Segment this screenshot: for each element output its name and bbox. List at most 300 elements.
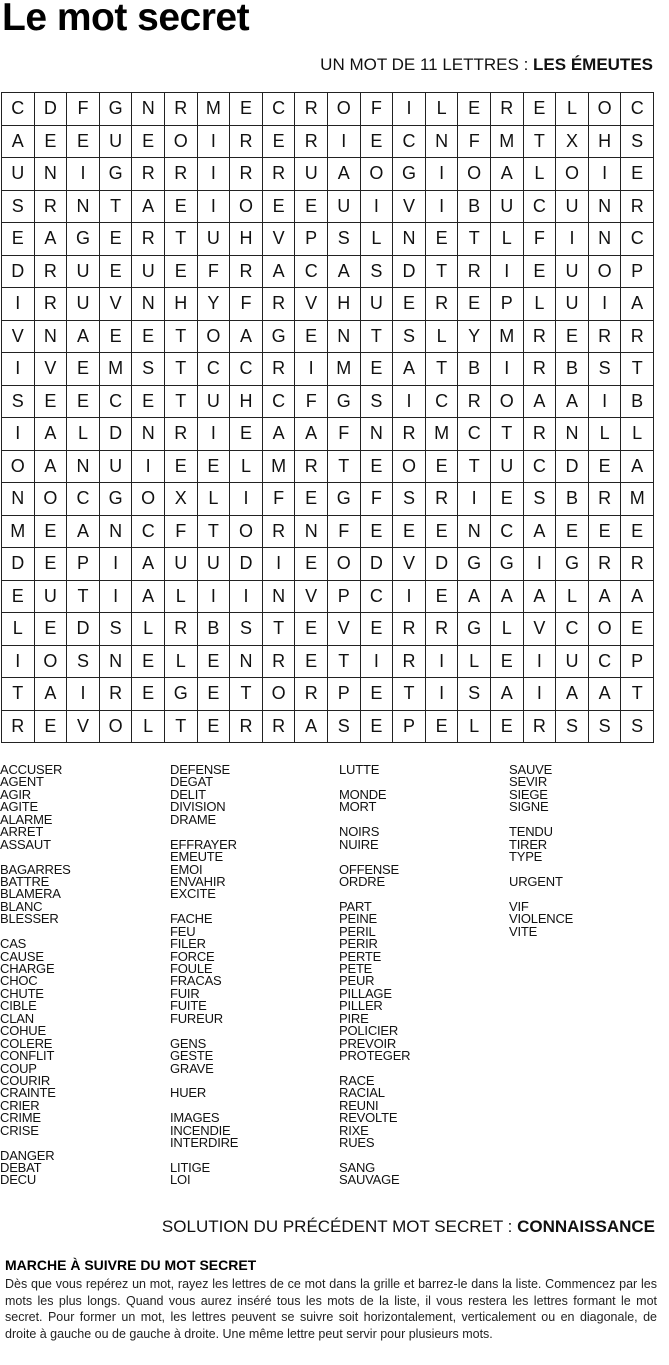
grid-cell[interactable]: R xyxy=(165,158,198,191)
word-list-item[interactable]: CHOC xyxy=(0,973,38,989)
grid-cell[interactable]: B xyxy=(621,386,654,419)
word-list-item[interactable]: ASSAUT xyxy=(0,836,51,852)
grid-cell[interactable]: E xyxy=(198,711,231,744)
grid-cell[interactable]: C xyxy=(295,256,328,289)
grid-cell[interactable]: T xyxy=(165,223,198,256)
grid-cell[interactable]: D xyxy=(67,613,100,646)
grid-cell[interactable]: I xyxy=(426,678,459,711)
grid-cell[interactable]: O xyxy=(328,548,361,581)
grid-cell[interactable]: D xyxy=(426,548,459,581)
grid-cell[interactable]: L xyxy=(491,223,524,256)
grid-cell[interactable]: L xyxy=(132,613,165,646)
grid-cell[interactable]: O xyxy=(35,483,68,516)
grid-cell[interactable]: N xyxy=(589,223,622,256)
grid-cell[interactable]: I xyxy=(361,191,394,224)
grid-cell[interactable]: I xyxy=(295,353,328,386)
grid-cell[interactable]: U xyxy=(198,386,231,419)
grid-cell[interactable]: V xyxy=(67,711,100,744)
grid-cell[interactable]: U xyxy=(328,191,361,224)
grid-cell[interactable]: G xyxy=(165,678,198,711)
grid-cell[interactable]: E xyxy=(458,288,491,321)
grid-cell[interactable]: E xyxy=(67,353,100,386)
grid-cell[interactable]: P xyxy=(621,646,654,679)
grid-cell[interactable]: O xyxy=(263,678,296,711)
grid-cell[interactable]: R xyxy=(263,516,296,549)
word-list-item[interactable]: CIBLE xyxy=(0,998,37,1014)
grid-cell[interactable]: E xyxy=(165,451,198,484)
word-list-item[interactable]: LUTTE xyxy=(339,762,380,777)
grid-cell[interactable]: E xyxy=(621,158,654,191)
grid-cell[interactable]: I xyxy=(556,223,589,256)
grid-cell[interactable]: I xyxy=(198,191,231,224)
grid-cell[interactable]: O xyxy=(393,451,426,484)
grid-cell[interactable]: R xyxy=(426,613,459,646)
grid-cell[interactable]: I xyxy=(426,158,459,191)
grid-cell[interactable]: G xyxy=(100,483,133,516)
grid-cell[interactable]: I xyxy=(393,581,426,614)
grid-cell[interactable]: A xyxy=(556,678,589,711)
grid-cell[interactable]: T xyxy=(621,353,654,386)
grid-cell[interactable]: T xyxy=(165,711,198,744)
grid-cell[interactable]: V xyxy=(295,288,328,321)
grid-cell[interactable]: D xyxy=(393,256,426,289)
grid-cell[interactable]: I xyxy=(100,548,133,581)
word-list-item[interactable]: SAUVE xyxy=(509,762,553,777)
grid-cell[interactable]: A xyxy=(35,223,68,256)
grid-cell[interactable]: E xyxy=(491,483,524,516)
grid-cell[interactable]: A xyxy=(132,548,165,581)
grid-cell[interactable]: V xyxy=(295,581,328,614)
grid-cell[interactable]: L xyxy=(426,93,459,126)
grid-cell[interactable]: M xyxy=(100,353,133,386)
grid-cell[interactable]: O xyxy=(165,126,198,159)
grid-cell[interactable]: A xyxy=(589,581,622,614)
grid-cell[interactable]: I xyxy=(491,256,524,289)
word-list-item[interactable]: TENDU xyxy=(509,824,553,840)
grid-cell[interactable]: T xyxy=(165,386,198,419)
word-list-item[interactable]: DEBAT xyxy=(0,1160,42,1175)
grid-cell[interactable]: A xyxy=(132,191,165,224)
grid-cell[interactable]: F xyxy=(230,288,263,321)
grid-cell[interactable]: E xyxy=(2,581,35,614)
word-list-item[interactable]: ACCUSER xyxy=(0,762,63,777)
grid-cell[interactable]: D xyxy=(230,548,263,581)
grid-cell[interactable]: O xyxy=(100,711,133,744)
word-list-item[interactable]: PERIL xyxy=(339,923,376,939)
grid-cell[interactable]: E xyxy=(426,516,459,549)
grid-cell[interactable]: R xyxy=(491,93,524,126)
grid-cell[interactable]: M xyxy=(263,451,296,484)
grid-cell[interactable]: E xyxy=(361,353,394,386)
grid-cell[interactable]: P xyxy=(295,223,328,256)
grid-cell[interactable]: M xyxy=(621,483,654,516)
grid-cell[interactable]: O xyxy=(198,321,231,354)
grid-cell[interactable]: F xyxy=(524,223,557,256)
grid-cell[interactable]: R xyxy=(458,256,491,289)
grid-cell[interactable]: I xyxy=(198,581,231,614)
word-list-item[interactable]: MONDE xyxy=(339,786,387,802)
grid-cell[interactable]: R xyxy=(589,321,622,354)
grid-cell[interactable]: E xyxy=(198,678,231,711)
grid-cell[interactable]: E xyxy=(458,93,491,126)
grid-cell[interactable]: S xyxy=(621,711,654,744)
grid-cell[interactable]: R xyxy=(132,223,165,256)
grid-cell[interactable]: I xyxy=(589,288,622,321)
grid-cell[interactable]: I xyxy=(230,581,263,614)
grid-cell[interactable]: A xyxy=(328,256,361,289)
grid-cell[interactable]: A xyxy=(263,256,296,289)
grid-cell[interactable]: F xyxy=(165,516,198,549)
grid-cell[interactable]: U xyxy=(491,451,524,484)
grid-cell[interactable]: R xyxy=(393,613,426,646)
grid-cell[interactable]: O xyxy=(230,516,263,549)
word-list-item[interactable]: TYPE xyxy=(509,849,543,865)
grid-cell[interactable]: R xyxy=(524,353,557,386)
grid-cell[interactable]: S xyxy=(524,483,557,516)
grid-cell[interactable]: N xyxy=(100,516,133,549)
grid-cell[interactable]: C xyxy=(621,93,654,126)
grid-cell[interactable]: E xyxy=(426,223,459,256)
word-list-item[interactable]: FACHE xyxy=(170,911,213,927)
word-list-item[interactable]: COUP xyxy=(0,1060,37,1076)
grid-cell[interactable]: P xyxy=(621,256,654,289)
grid-cell[interactable]: R xyxy=(132,158,165,191)
grid-cell[interactable]: A xyxy=(621,451,654,484)
grid-cell[interactable]: F xyxy=(328,516,361,549)
grid-cell[interactable]: U xyxy=(556,256,589,289)
grid-cell[interactable]: C xyxy=(589,646,622,679)
grid-cell[interactable]: E xyxy=(491,711,524,744)
grid-cell[interactable]: N xyxy=(35,321,68,354)
grid-cell[interactable]: E xyxy=(556,516,589,549)
grid-cell[interactable]: N xyxy=(67,191,100,224)
word-list-item[interactable]: RACIAL xyxy=(339,1085,385,1101)
grid-cell[interactable]: N xyxy=(328,321,361,354)
grid-cell[interactable]: S xyxy=(556,711,589,744)
grid-cell[interactable]: V xyxy=(263,223,296,256)
grid-cell[interactable]: L xyxy=(426,321,459,354)
grid-cell[interactable]: M xyxy=(2,516,35,549)
grid-cell[interactable]: N xyxy=(67,451,100,484)
word-list-item[interactable]: OFFENSE xyxy=(339,861,399,877)
grid-cell[interactable]: F xyxy=(328,418,361,451)
grid-cell[interactable]: A xyxy=(393,353,426,386)
grid-cell[interactable]: T xyxy=(165,321,198,354)
grid-cell[interactable]: E xyxy=(35,711,68,744)
grid-cell[interactable]: S xyxy=(393,321,426,354)
grid-cell[interactable]: T xyxy=(524,126,557,159)
grid-cell[interactable]: E xyxy=(263,126,296,159)
grid-cell[interactable]: E xyxy=(35,126,68,159)
grid-cell[interactable]: T xyxy=(426,256,459,289)
grid-cell[interactable]: L xyxy=(198,483,231,516)
grid-cell[interactable]: N xyxy=(263,581,296,614)
grid-cell[interactable]: E xyxy=(132,646,165,679)
word-list-item[interactable]: GESTE xyxy=(170,1048,214,1064)
grid-cell[interactable]: T xyxy=(621,678,654,711)
grid-cell[interactable]: R xyxy=(295,93,328,126)
grid-cell[interactable]: P xyxy=(328,581,361,614)
grid-cell[interactable]: E xyxy=(491,646,524,679)
word-list-item[interactable]: BLESSER xyxy=(0,911,59,927)
word-list-item[interactable]: FORCE xyxy=(170,948,215,964)
word-list-item[interactable]: PILLAGE xyxy=(339,985,392,1001)
grid-cell[interactable]: G xyxy=(328,386,361,419)
word-list-item[interactable]: DECU xyxy=(0,1172,37,1188)
grid-cell[interactable]: A xyxy=(67,321,100,354)
grid-cell[interactable]: E xyxy=(295,613,328,646)
grid-cell[interactable]: F xyxy=(361,483,394,516)
word-list-item[interactable]: RACE xyxy=(339,1072,375,1088)
grid-cell[interactable]: E xyxy=(589,516,622,549)
grid-cell[interactable]: I xyxy=(2,418,35,451)
grid-cell[interactable]: A xyxy=(524,516,557,549)
grid-cell[interactable]: L xyxy=(491,613,524,646)
grid-cell[interactable]: E xyxy=(67,386,100,419)
grid-cell[interactable]: F xyxy=(295,386,328,419)
grid-cell[interactable]: S xyxy=(361,256,394,289)
grid-cell[interactable]: R xyxy=(230,158,263,191)
grid-cell[interactable]: E xyxy=(524,256,557,289)
word-list-item[interactable]: CHARGE xyxy=(0,961,55,976)
word-list-item[interactable]: COURIR xyxy=(0,1072,51,1088)
word-list-item[interactable]: CRIME xyxy=(0,1110,41,1126)
grid-cell[interactable]: G xyxy=(393,158,426,191)
word-list-item[interactable]: LITIGE xyxy=(170,1160,210,1175)
grid-cell[interactable]: I xyxy=(198,126,231,159)
grid-cell[interactable]: I xyxy=(458,483,491,516)
grid-cell[interactable]: C xyxy=(361,581,394,614)
grid-cell[interactable]: T xyxy=(393,678,426,711)
word-list-item[interactable]: SEVIR xyxy=(509,774,548,790)
grid-cell[interactable]: O xyxy=(589,613,622,646)
word-list-item[interactable]: REVOLTE xyxy=(339,1110,398,1126)
word-list-item[interactable]: BLANC xyxy=(0,898,43,914)
grid-cell[interactable]: N xyxy=(132,93,165,126)
grid-cell[interactable]: T xyxy=(230,678,263,711)
grid-cell[interactable]: P xyxy=(491,288,524,321)
grid-cell[interactable]: S xyxy=(67,646,100,679)
grid-cell[interactable]: L xyxy=(524,158,557,191)
grid-cell[interactable]: V xyxy=(2,321,35,354)
grid-cell[interactable]: A xyxy=(230,321,263,354)
grid-cell[interactable]: E xyxy=(295,483,328,516)
grid-cell[interactable]: A xyxy=(35,451,68,484)
grid-cell[interactable]: R xyxy=(263,353,296,386)
grid-cell[interactable]: G xyxy=(328,483,361,516)
grid-cell[interactable]: S xyxy=(361,386,394,419)
grid-cell[interactable]: H xyxy=(328,288,361,321)
grid-cell[interactable]: R xyxy=(263,158,296,191)
grid-cell[interactable]: U xyxy=(35,581,68,614)
word-list-item[interactable]: AGITE xyxy=(0,799,39,815)
grid-cell[interactable]: V xyxy=(100,288,133,321)
word-list-item[interactable]: BAGARRES xyxy=(0,861,71,877)
grid-cell[interactable]: R xyxy=(2,711,35,744)
grid-cell[interactable]: O xyxy=(230,191,263,224)
grid-cell[interactable]: O xyxy=(2,451,35,484)
grid-cell[interactable]: G xyxy=(458,548,491,581)
grid-cell[interactable]: U xyxy=(132,256,165,289)
grid-cell[interactable]: R xyxy=(589,548,622,581)
grid-cell[interactable]: R xyxy=(393,418,426,451)
grid-cell[interactable]: E xyxy=(361,516,394,549)
grid-cell[interactable]: S xyxy=(589,711,622,744)
grid-cell[interactable]: M xyxy=(491,126,524,159)
grid-cell[interactable]: E xyxy=(589,451,622,484)
grid-cell[interactable]: C xyxy=(491,516,524,549)
grid-cell[interactable]: A xyxy=(589,678,622,711)
grid-cell[interactable]: R xyxy=(230,711,263,744)
word-list-item[interactable]: PETE xyxy=(339,961,373,976)
grid-cell[interactable]: N xyxy=(230,646,263,679)
grid-cell[interactable]: E xyxy=(361,711,394,744)
grid-cell[interactable]: C xyxy=(426,386,459,419)
word-list-item[interactable]: ARRET xyxy=(0,824,44,840)
word-list-item[interactable]: VIF xyxy=(509,898,529,914)
grid-cell[interactable]: D xyxy=(2,548,35,581)
grid-cell[interactable]: E xyxy=(100,223,133,256)
grid-cell[interactable]: V xyxy=(393,548,426,581)
word-list-item[interactable]: NOIRS xyxy=(339,824,380,840)
word-list-item[interactable]: PEUR xyxy=(339,973,375,989)
grid-cell[interactable]: L xyxy=(458,646,491,679)
word-list-item[interactable]: MORT xyxy=(339,799,377,815)
word-list-item[interactable]: RIXE xyxy=(339,1122,369,1138)
word-list-item[interactable]: FUITE xyxy=(170,998,207,1014)
grid-cell[interactable]: R xyxy=(230,126,263,159)
grid-cell[interactable]: E xyxy=(132,678,165,711)
grid-cell[interactable]: L xyxy=(67,418,100,451)
grid-cell[interactable]: I xyxy=(2,353,35,386)
grid-cell[interactable]: X xyxy=(556,126,589,159)
grid-cell[interactable]: P xyxy=(393,711,426,744)
grid-cell[interactable]: L xyxy=(621,418,654,451)
grid-cell[interactable]: U xyxy=(556,191,589,224)
grid-cell[interactable]: I xyxy=(491,353,524,386)
grid-cell[interactable]: E xyxy=(621,516,654,549)
grid-cell[interactable]: R xyxy=(621,191,654,224)
grid-cell[interactable]: F xyxy=(458,126,491,159)
grid-cell[interactable]: N xyxy=(393,223,426,256)
grid-cell[interactable]: E xyxy=(165,256,198,289)
grid-cell[interactable]: C xyxy=(393,126,426,159)
grid-cell[interactable]: S xyxy=(100,613,133,646)
grid-cell[interactable]: R xyxy=(524,321,557,354)
grid-cell[interactable]: T xyxy=(2,678,35,711)
word-list-item[interactable]: VIOLENCE xyxy=(509,911,574,927)
grid-cell[interactable]: E xyxy=(230,418,263,451)
grid-cell[interactable]: U xyxy=(2,158,35,191)
word-list-item[interactable]: AGENT xyxy=(0,774,44,790)
word-list-item[interactable]: BATTRE xyxy=(0,873,50,889)
grid-cell[interactable]: G xyxy=(458,613,491,646)
grid-cell[interactable]: E xyxy=(361,613,394,646)
grid-cell[interactable]: E xyxy=(35,548,68,581)
grid-cell[interactable]: U xyxy=(491,191,524,224)
word-list-item[interactable]: VITE xyxy=(509,923,538,939)
grid-cell[interactable]: C xyxy=(132,516,165,549)
grid-cell[interactable]: A xyxy=(556,386,589,419)
grid-cell[interactable]: A xyxy=(132,581,165,614)
grid-cell[interactable]: I xyxy=(263,548,296,581)
grid-cell[interactable]: E xyxy=(132,386,165,419)
grid-cell[interactable]: N xyxy=(132,418,165,451)
grid-cell[interactable]: R xyxy=(263,711,296,744)
grid-cell[interactable]: A xyxy=(328,158,361,191)
grid-cell[interactable]: R xyxy=(524,418,557,451)
grid-cell[interactable]: I xyxy=(426,646,459,679)
word-list-item[interactable]: CAUSE xyxy=(0,948,44,964)
grid-cell[interactable]: G xyxy=(100,158,133,191)
grid-cell[interactable]: N xyxy=(426,126,459,159)
grid-cell[interactable]: V xyxy=(328,613,361,646)
word-list-item[interactable]: CRISE xyxy=(0,1122,39,1138)
grid-cell[interactable]: U xyxy=(67,288,100,321)
grid-cell[interactable]: E xyxy=(263,191,296,224)
grid-cell[interactable]: I xyxy=(393,386,426,419)
grid-cell[interactable]: E xyxy=(67,126,100,159)
grid-cell[interactable]: H xyxy=(230,223,263,256)
word-list-item[interactable]: PREVOIR xyxy=(339,1035,397,1051)
word-list-item[interactable]: CRAINTE xyxy=(0,1085,56,1101)
grid-cell[interactable]: L xyxy=(132,711,165,744)
grid-cell[interactable]: L xyxy=(556,93,589,126)
grid-cell[interactable]: S xyxy=(132,353,165,386)
grid-cell[interactable]: T xyxy=(458,451,491,484)
grid-cell[interactable]: I xyxy=(393,93,426,126)
grid-cell[interactable]: A xyxy=(491,581,524,614)
grid-cell[interactable]: E xyxy=(426,581,459,614)
word-list-item[interactable]: FUIR xyxy=(170,985,200,1001)
grid-cell[interactable]: E xyxy=(132,126,165,159)
grid-cell[interactable]: I xyxy=(2,646,35,679)
grid-cell[interactable]: O xyxy=(328,93,361,126)
grid-cell[interactable]: F xyxy=(263,483,296,516)
grid-cell[interactable]: T xyxy=(67,581,100,614)
word-list-item[interactable]: NUIRE xyxy=(339,836,379,852)
grid-cell[interactable]: T xyxy=(100,191,133,224)
word-list-item[interactable]: POLICIER xyxy=(339,1023,399,1039)
grid-cell[interactable]: M xyxy=(198,93,231,126)
grid-cell[interactable]: D xyxy=(2,256,35,289)
grid-cell[interactable]: L xyxy=(361,223,394,256)
word-list-item[interactable]: CRIER xyxy=(0,1097,40,1113)
word-list-item[interactable]: FUREUR xyxy=(170,1010,223,1026)
grid-cell[interactable]: A xyxy=(458,581,491,614)
grid-cell[interactable]: L xyxy=(165,646,198,679)
grid-cell[interactable]: R xyxy=(100,678,133,711)
grid-cell[interactable]: U xyxy=(361,288,394,321)
word-list-item[interactable]: CHUTE xyxy=(0,985,44,1001)
grid-cell[interactable]: U xyxy=(295,158,328,191)
grid-cell[interactable]: C xyxy=(198,353,231,386)
word-list-item[interactable]: COLERE xyxy=(0,1035,53,1051)
grid-cell[interactable]: N xyxy=(132,288,165,321)
word-list-item[interactable]: GENS xyxy=(170,1035,207,1051)
grid-cell[interactable]: A xyxy=(35,418,68,451)
grid-cell[interactable]: U xyxy=(67,256,100,289)
grid-cell[interactable]: C xyxy=(524,451,557,484)
grid-cell[interactable]: B xyxy=(458,353,491,386)
word-list-item[interactable]: CONFLIT xyxy=(0,1048,55,1064)
grid-cell[interactable]: B xyxy=(458,191,491,224)
grid-cell[interactable]: N xyxy=(100,646,133,679)
word-list-item[interactable]: RUES xyxy=(339,1135,375,1151)
grid-cell[interactable]: L xyxy=(458,711,491,744)
grid-cell[interactable]: R xyxy=(35,191,68,224)
grid-cell[interactable]: H xyxy=(589,126,622,159)
